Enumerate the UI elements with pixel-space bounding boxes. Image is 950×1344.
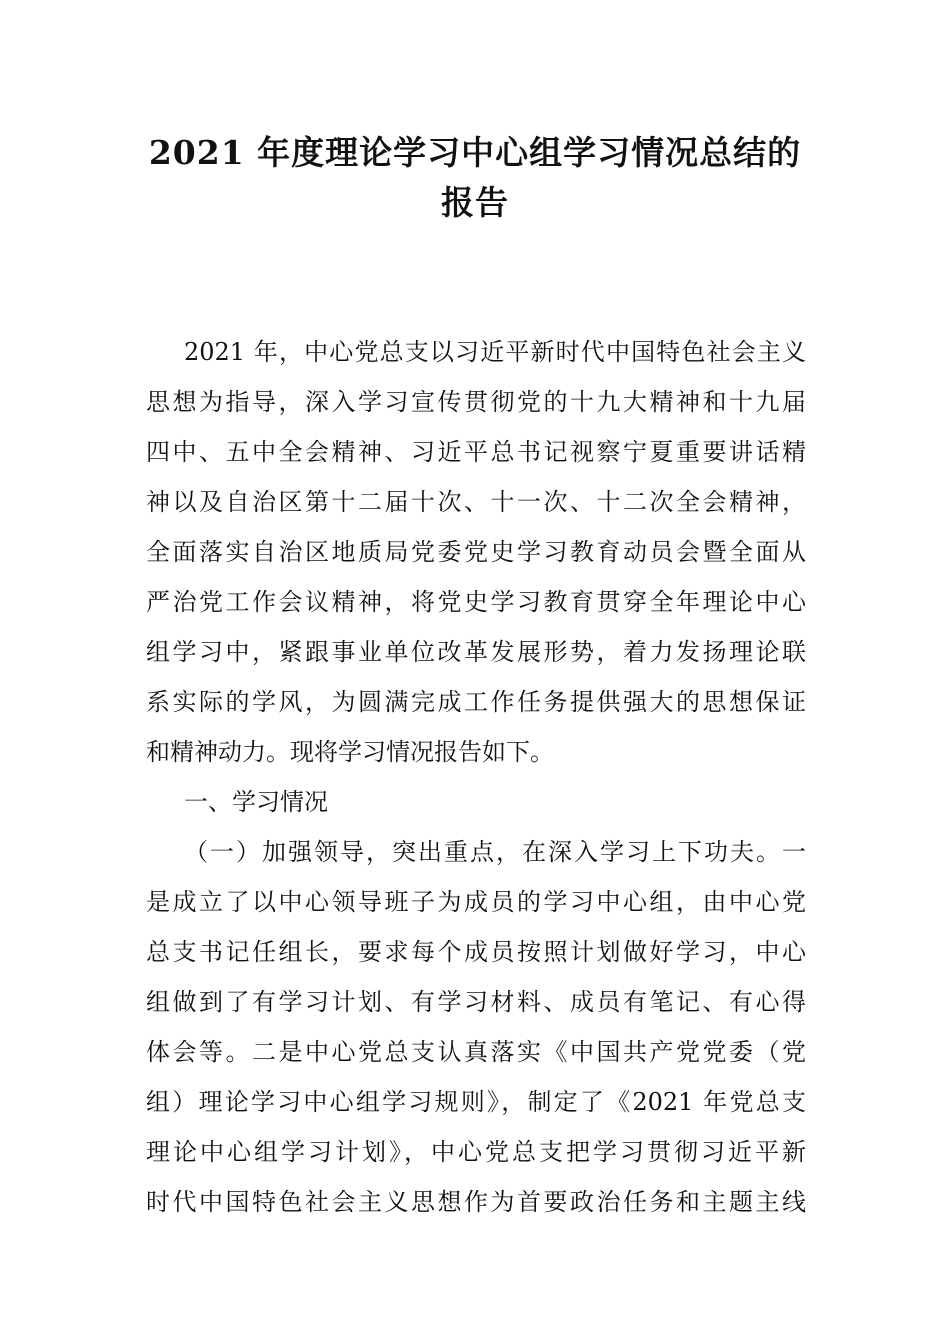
paragraph-line: 四中、五中全会精神、习近平总书记视察宁夏重要讲话精 [146, 438, 806, 466]
paragraph-line: 体会等。二是中心党总支认真落实《中国共产党党委（党 [146, 1038, 806, 1066]
document-title-line-2: 报告 [441, 183, 509, 222]
document-title-line-1: 2021 年度理论学习中心组学习情况总结的 [148, 133, 802, 172]
paragraph-line: 时代中国特色社会主义思想作为首要政治任务和主题主线 [146, 1188, 806, 1216]
paragraph-line: 和精神动力。现将学习情况报告如下。 [146, 738, 554, 766]
paragraph-line: 严治党工作会议精神，将党史学习教育贯穿全年理论中心 [146, 588, 806, 616]
section-heading: 一、学习情况 [184, 788, 328, 816]
paragraph-line: （一）加强领导，突出重点，在深入学习上下功夫。一 [184, 838, 806, 866]
paragraph-line: 神以及自治区第十二届十次、十一次、十二次全会精神， [146, 488, 806, 516]
paragraph-line: 思想为指导，深入学习宣传贯彻党的十九大精神和十九届 [146, 388, 806, 416]
paragraph-line: 系实际的学风，为圆满完成工作任务提供强大的思想保证 [146, 688, 806, 716]
paragraph-line: 组做到了有学习计划、有学习材料、成员有笔记、有心得 [146, 988, 806, 1016]
paragraph-line: 总支书记任组长，要求每个成员按照计划做好学习，中心 [146, 938, 806, 966]
paragraph-line: 是成立了以中心领导班子为成员的学习中心组，由中心党 [146, 888, 806, 916]
paragraph-line: 2021 年，中心党总支以习近平新时代中国特色社会主义 [184, 338, 806, 366]
paragraph-line: 理论中心组学习计划》，中心党总支把学习贯彻习近平新 [146, 1138, 806, 1166]
paragraph-line: 组学习中，紧跟事业单位改革发展形势，着力发扬理论联 [146, 638, 806, 666]
paragraph-line: 组）理论学习中心组学习规则》，制定了《2021 年党总支 [146, 1088, 806, 1116]
paragraph-line: 全面落实自治区地质局党委党史学习教育动员会暨全面从 [146, 538, 806, 566]
